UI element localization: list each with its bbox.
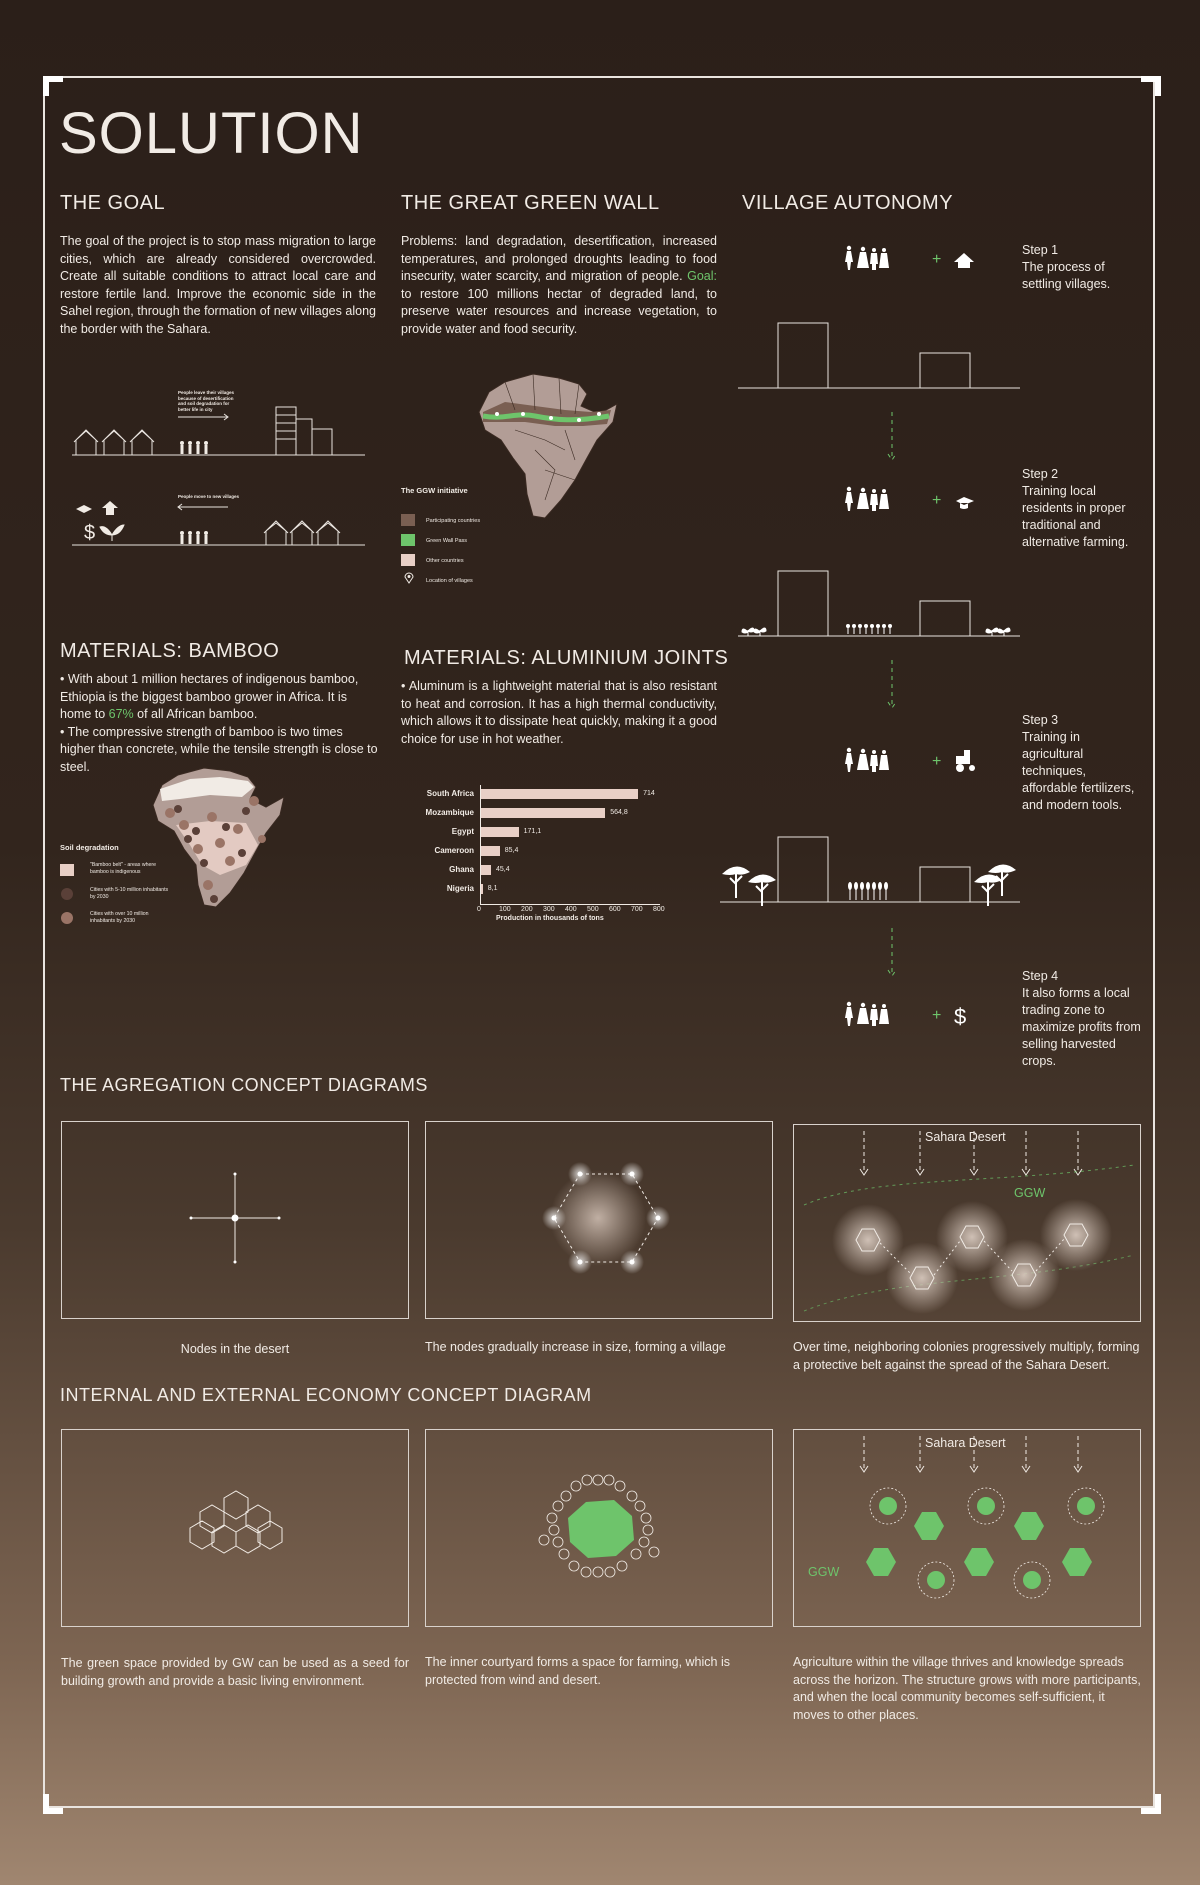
chart-axis-x: [480, 904, 660, 905]
x-tick-label: 600: [609, 906, 621, 913]
legend-swatch: [401, 514, 415, 526]
bar: [481, 846, 500, 856]
ggw-heading: THE GREAT GREEN WALL: [401, 192, 660, 214]
ggw-goal-label: Goal:: [687, 269, 717, 283]
step-text: It also forms a local trading zone to maximize profits from selling harvested crops.: [1022, 986, 1141, 1068]
svg-text:+: +: [932, 492, 942, 509]
legend-label: Green Wall Pass: [426, 538, 468, 544]
frame-corner: [43, 76, 63, 96]
graduation-cap-icon: [956, 497, 974, 509]
aggregation-caption-3: Over time, neighboring colonies progressively multiply, forming a protective belt against the spread of the Sahara Desert.: [793, 1340, 1140, 1372]
frame-corner: [1141, 76, 1161, 96]
bar-value-label: 8,1: [487, 885, 498, 892]
bamboo-legend: [60, 862, 180, 932]
migration-note-top: People leave their villages because of desertification and soil degradation for better life in city: [178, 390, 235, 412]
legend-label: Location of villages: [426, 578, 473, 584]
bamboo-heading: MATERIALS: BAMBOO: [60, 640, 280, 662]
node-cross-diagram: [62, 1122, 408, 1318]
migration-note-bottom: People move to new villages: [178, 494, 240, 499]
ggw-goal-text: to restore 100 millions hectar of degraded land, to preserve water resources and increase vegetation, to provide water and food security.: [401, 286, 717, 336]
economy-heading: INTERNAL AND EXTERNAL ECONOMY CONCEPT DIAGRAM: [60, 1385, 592, 1405]
bamboo-legend-title: Soil degradation: [60, 843, 119, 852]
goal-text: The goal of the project is to stop mass migration to large cities, which are already considered overcrowded. Create all suitable conditions to attract local care and restore fertile land. Improve the economic side in the Sahel region, through the formation of new villages along the border with the Sahara.: [60, 234, 376, 336]
aluminium-heading: MATERIALS: ALUMINIUM JOINTS: [404, 647, 729, 669]
legend-label: Cities with 5-10 million inhabitants by 2030: [90, 887, 169, 900]
legend-swatch: [60, 864, 74, 876]
bar-category-label: Mozambique: [425, 808, 474, 817]
bar: [481, 884, 483, 894]
location-pin-icon: [404, 572, 414, 584]
hex-seed-diagram: [62, 1430, 408, 1626]
goal-heading: THE GOAL: [60, 192, 166, 214]
aggregation-heading: THE AGREGATION CONCEPT DIAGRAMS: [60, 1075, 428, 1095]
x-tick-label: 700: [631, 906, 643, 913]
aluminium-text: • Aluminum is a lightweight material that is also resistant to heat and corrosion. It has a high thermal conductivity, which allows it to dissipate heat quickly, making it a good choice for use in hot weather.: [401, 679, 717, 746]
step-1: [1022, 242, 1144, 293]
legend-swatch: [61, 888, 73, 900]
step-4: [1022, 968, 1144, 1070]
economy-panel-1: [61, 1429, 409, 1627]
step-title: Step 3: [1022, 713, 1059, 727]
step-title: Step 1: [1022, 243, 1059, 257]
svg-text:+: +: [932, 251, 942, 268]
chart-x-label: Production in thousands of tons: [496, 915, 604, 922]
bar-category-label: Egypt: [451, 827, 474, 836]
x-tick-label: 300: [543, 906, 555, 913]
legend-swatch: [401, 554, 415, 566]
bar-value-label: 171,1: [523, 828, 542, 835]
economy-caption-3: Agriculture within the village thrives and knowledge spreads across the horizon. The structure grows with more participants, and when the local community becomes self-sufficient, it moves to other places.: [793, 1655, 1141, 1722]
bar-category-label: South Africa: [426, 789, 474, 798]
sahara-label: Sahara Desert: [925, 1130, 1006, 1144]
x-tick-label: 500: [587, 906, 599, 913]
node-village-diagram: [426, 1122, 772, 1318]
step-text: The process of settling villages.: [1022, 260, 1111, 291]
bar-value-label: 714: [643, 790, 655, 797]
ggw-label: GGW: [808, 1565, 840, 1579]
bamboo-bullet-1b: of all African bamboo.: [133, 707, 258, 721]
house-icon: [954, 253, 974, 268]
svg-text:+: +: [932, 753, 942, 770]
ggw-problems: Problems: land degradation, desertification, increased temperatures, and prolonged droughts leading to food insecurity, water scarcity, and migration of people.: [401, 234, 717, 283]
aggregation-panel-3: [793, 1124, 1141, 1322]
sahara-label: Sahara Desert: [925, 1436, 1006, 1450]
bar: [481, 827, 519, 837]
bar-value-label: 564,8: [610, 809, 628, 816]
economy-panel-3: [793, 1429, 1141, 1627]
svg-text:+: +: [932, 1007, 942, 1024]
aggregation-caption-1: Nodes in the desert: [180, 1342, 290, 1356]
colony-belt-diagram: [794, 1125, 1140, 1321]
step-2: [1022, 466, 1144, 551]
step-title: Step 2: [1022, 467, 1059, 481]
frame-corner: [43, 1794, 63, 1814]
legend-label: Participating countries: [426, 518, 481, 524]
bamboo-percent: 67%: [108, 707, 134, 721]
economy-caption-2: The inner courtyard forms a space for farming, which is protected from wind and desert.: [425, 1655, 730, 1687]
bamboo-text: • With about 1 million hectares of indigenous bamboo, Ethiopia is the biggest bamboo grower in Africa. It is home to 67% of all African bamboo. • The compressive strength of bamboo is two times higher than concrete, while the tensile strength is close to steel.: [60, 672, 378, 774]
bamboo-bullet-1a: With about 1 million hectares of indigenous bamboo, Ethiopia is the biggest bamboo grower in Africa. It is home to: [60, 672, 359, 721]
inner-courtyard-diagram: [426, 1430, 772, 1626]
aggregation-panel-2: [425, 1121, 773, 1319]
bar: [481, 808, 605, 818]
ggw-legend: [401, 514, 541, 594]
legend-label: Other countries: [426, 558, 464, 564]
economy-spread-diagram: [794, 1430, 1140, 1626]
step-title: Step 4: [1022, 969, 1059, 983]
dollar-icon: $: [954, 1004, 967, 1029]
bar-category-label: Nigeria: [446, 884, 474, 893]
aggregation-caption-2: The nodes gradually increase in size, forming a village: [425, 1340, 726, 1354]
step-text: Training local residents in proper traditional and alternative farming.: [1022, 484, 1129, 549]
bar-value-label: 85,4: [504, 847, 519, 854]
bar: [481, 865, 491, 875]
svg-text:$: $: [84, 522, 96, 544]
village-steps-diagram: [720, 240, 1030, 1050]
economy-panel-2: [425, 1429, 773, 1627]
aluminium-chart: [404, 785, 694, 925]
step-text: Training in agricultural techniques, affordable fertilizers, and modern tools.: [1022, 730, 1135, 812]
village-heading: VILLAGE AUTONOMY: [742, 192, 954, 214]
legend-swatch: [401, 534, 415, 546]
africa-ggw-map: [475, 370, 625, 520]
bar-category-label: Ghana: [449, 865, 474, 874]
economy-caption-1: The green space provided by GW can be used as a seed for building growth and provide a basic living environment.: [61, 1656, 409, 1688]
x-tick-label: 0: [477, 906, 481, 913]
legend-label: Cities with over 10 million inhabitants by 2030: [90, 911, 149, 924]
frame-corner: [1141, 1794, 1161, 1814]
ggw-text: [401, 233, 717, 338]
bar-category-label: Cameroon: [434, 846, 474, 855]
x-tick-label: 100: [499, 906, 511, 913]
legend-label: "Bamboo belt" - areas where bamboo is indigenous: [90, 862, 156, 875]
aggregation-panel-1: [61, 1121, 409, 1319]
ggw-legend-title: The GGW initiative: [401, 486, 468, 495]
aluminium-body: Aluminum is a lightweight material that is also resistant to heat and corrosion. It has a high thermal conductivity, which allows it to dissipate heat quickly, making it a good choice for use in hot weather.: [401, 679, 717, 746]
tractor-icon: [956, 750, 975, 772]
x-tick-label: 400: [565, 906, 577, 913]
ggw-label: GGW: [1014, 1186, 1046, 1200]
x-tick-label: 200: [521, 906, 533, 913]
step-3: [1022, 712, 1144, 814]
page-title: SOLUTION: [59, 101, 364, 166]
bar-value-label: 45,4: [495, 866, 510, 873]
bar: [481, 789, 638, 799]
bamboo-bullet-2: The compressive strength of bamboo is two times higher than concrete, while the tensile strength is close to steel.: [60, 724, 378, 774]
x-tick-label: 800: [653, 906, 665, 913]
legend-swatch: [61, 912, 73, 924]
